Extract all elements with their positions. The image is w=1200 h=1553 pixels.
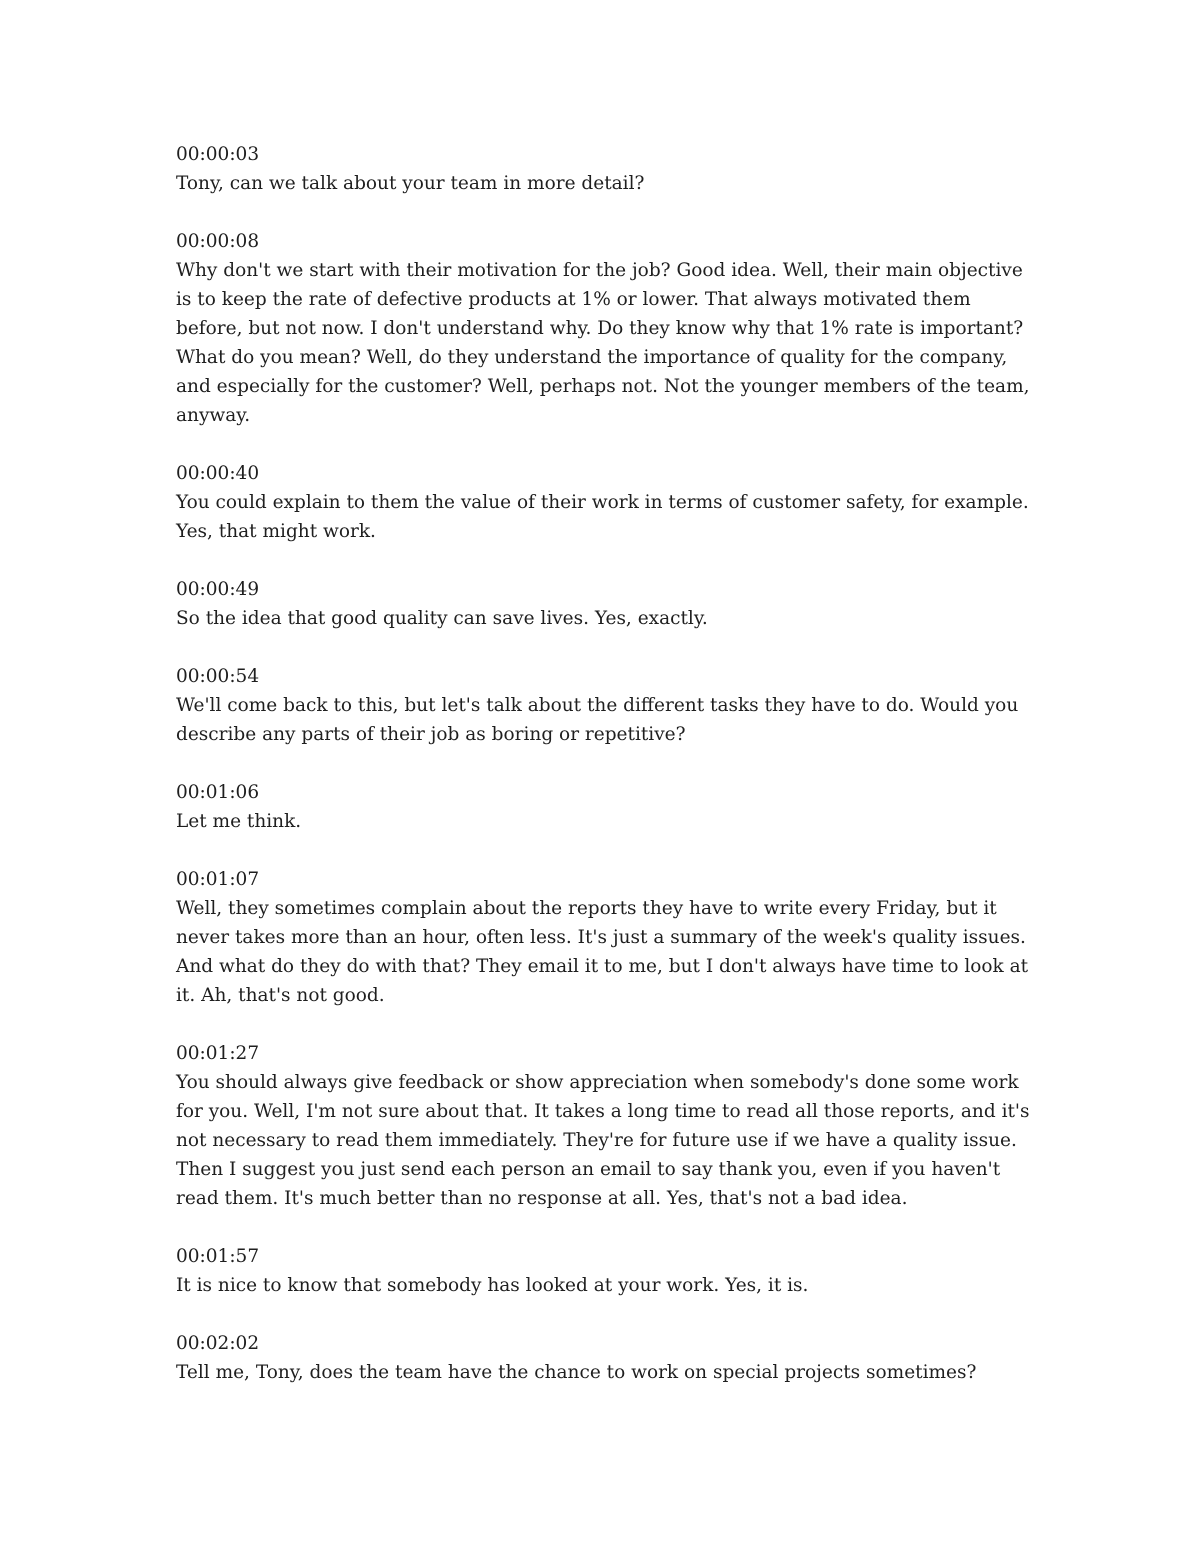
utterance-text: You should always give feedback or show appreciation when somebody's done some work for you. Well, I'm not sure about that. It takes a long time to read all those reports, and it's not necessary to read them immediately. They're for future use if we have a quality issue. Then I suggest you just send each person an email to say thank you, even if you haven't read them. It's much better than no response at all. Yes, that's not a bad idea. bbox=[176, 1072, 1030, 1209]
utterance-text: So the idea that good quality can save lives. Yes, exactly. bbox=[176, 608, 708, 629]
utterance-text: It is nice to know that somebody has looked at your work. Yes, it is. bbox=[176, 1275, 809, 1296]
timestamp: 00:00:03 bbox=[176, 144, 260, 165]
utterance-text: You could explain to them the value of their work in terms of customer safety, for example. Yes, that might work. bbox=[176, 492, 1029, 542]
timestamp: 00:00:49 bbox=[176, 579, 260, 600]
transcript-entry bbox=[176, 778, 1036, 836]
timestamp: 00:00:40 bbox=[176, 463, 260, 484]
timestamp: 00:00:08 bbox=[176, 231, 260, 252]
timestamp: 00:01:07 bbox=[176, 869, 260, 890]
transcript-entry bbox=[176, 1039, 1036, 1213]
timestamp: 00:01:27 bbox=[176, 1043, 260, 1064]
utterance-text: Tell me, Tony, does the team have the chance to work on special projects sometimes? bbox=[176, 1362, 977, 1383]
transcript-entry bbox=[176, 1329, 1036, 1387]
transcript-entry bbox=[176, 227, 1036, 430]
timestamp: 00:00:54 bbox=[176, 666, 260, 687]
transcript-entry bbox=[176, 459, 1036, 546]
utterance-text: Why don't we start with their motivation for the job? Good idea. Well, their main objective is to keep the rate of defective products at 1% or lower. That always motivated them before, but not now. I don't understand why. Do they know why that 1% rate is important? What do you mean? Well, do they understand the importance of quality for the company, and especially for the customer? Well, perhaps not. Not the younger members of the team, anyway. bbox=[176, 260, 1030, 426]
utterance-text: We'll come back to this, but let's talk about the different tasks they have to do. Would you describe any parts of their job as boring or repetitive? bbox=[176, 695, 1019, 745]
transcript-entry bbox=[176, 865, 1036, 1010]
utterance-text: Well, they sometimes complain about the reports they have to write every Friday, but it never takes more than an hour, often less. It's just a summary of the week's quality issues. And what do they do with that? They email it to me, but I don't always have time to look at it. Ah, that's not good. bbox=[176, 898, 1029, 1006]
utterance-text: Tony, can we talk about your team in more detail? bbox=[176, 173, 645, 194]
transcript-page bbox=[176, 140, 1036, 1416]
timestamp: 00:01:06 bbox=[176, 782, 260, 803]
timestamp: 00:01:57 bbox=[176, 1246, 260, 1267]
transcript-entry bbox=[176, 662, 1036, 749]
transcript-entry bbox=[176, 140, 1036, 198]
timestamp: 00:02:02 bbox=[176, 1333, 260, 1354]
transcript-entry bbox=[176, 1242, 1036, 1300]
utterance-text: Let me think. bbox=[176, 811, 302, 832]
transcript-entry bbox=[176, 575, 1036, 633]
